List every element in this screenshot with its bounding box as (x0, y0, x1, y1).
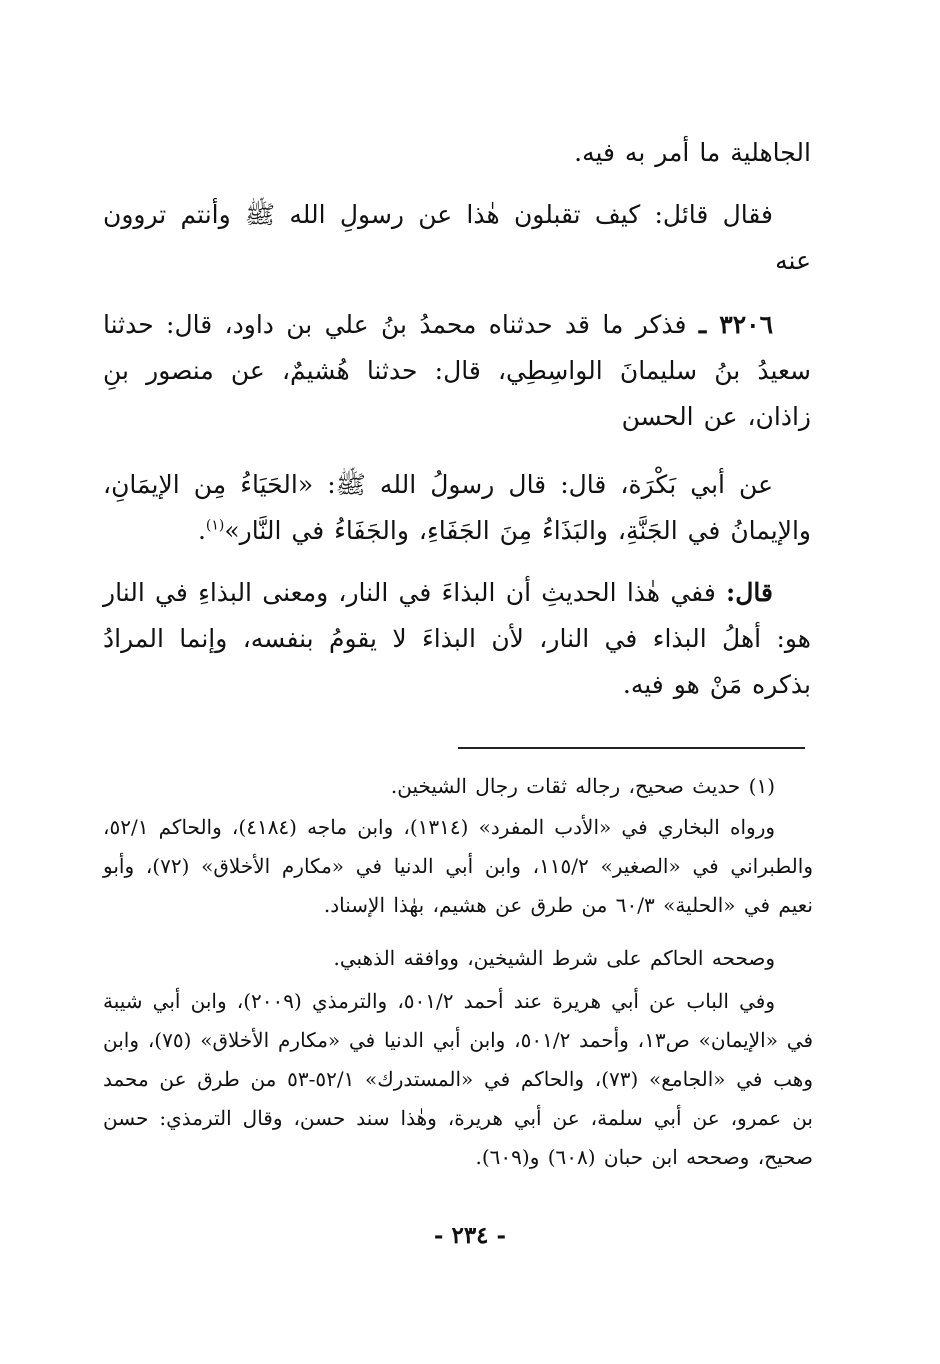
footnote-3-text: وصححه الحاكم على شرط الشيخين، ووافقه الذهبي. (333, 946, 775, 970)
footnote-4-text: وفي الباب عن أبي هريرة عند أحمد ٥٠١/٢، والترمذي (٢٠٠٩)، وابن أبي شيبة في «الإيمان» ص١٣، وأحمد ٥٠١/٢، وابن أبي الدنيا في «مكارم الأخلاق» (٧٥)، وابن وهب في «الجامع» (٧٣)، والحاكم في «المستدرك» ٥٢/١-٥٣ من طرق عن محمد بن عمرو، عن أبي سلمة، عن أبي هريرة، وهٰذا سند حسن، وقال الترمذي: حسن صحيح، وصححه ابن حبان (٦٠٨) و(٦٠٩). (103, 989, 813, 1169)
footnote-2-text: ورواه البخاري في «الأدب المفرد» (١٣١٤)، وابن ماجه (٤١٨٤)، والحاكم ٥٢/١، والطبراني في «الصغير» ١١٥/٢، وابن أبي الدنيا في «مكارم الأخلاق» (٧٢)، وأبو نعيم في «الحلية» ٦٠/٣ من طرق عن هشيم، بهٰذا الإسناد. (103, 815, 813, 917)
main-paragraph-5-text: ففي هٰذا الحديثِ أن البذاءَ في النار، ومعنى البذاءِ في النار هو: أهلُ البذاء في النار، لأن البذاءَ لا يقومُ بنفسه، وإنما المرادُ بذكره مَنْ هو فيه. (103, 578, 811, 699)
main-paragraph-2 (103, 192, 811, 284)
main-paragraph-3 (103, 302, 811, 440)
page-number: - ٢٣٤ - (433, 1222, 507, 1249)
hadith-number: ٣٢٠٦ ـ (698, 310, 773, 339)
main-paragraph-4-text: عن أبي بَكْرَة، قال: قال رسولُ الله ﷺ: «الحَيَاءُ مِن الإيمَانِ، والإيمانُ في الجَنَّةِ، والبَذَاءُ مِنَ الجَفَاءِ، والجَفَاءُ في النَّار» (103, 470, 811, 545)
main-paragraph-4-end: . (197, 516, 206, 545)
main-paragraph-5 (103, 570, 811, 708)
main-paragraph-4 (103, 462, 811, 554)
main-line-1-text: الجاهلية ما أمر به فيه. (574, 138, 811, 167)
footnote-3 (103, 939, 813, 978)
footnote-4 (103, 982, 813, 1177)
main-paragraph-3-text: فذكر ما قد حدثناه محمدُ بنُ علي بن داود، قال: حدثنا سعيدُ بنُ سليمانَ الواسِطِي، قال: حدثنا هُشيمٌ، عن منصور بنِ زاذان، عن الحسن (103, 310, 811, 431)
main-paragraph-2-text: فقال قائل: كيف تقبلون هٰذا عن رسولِ الله ﷺ وأنتم تروون عنه (103, 200, 811, 275)
main-line-1 (103, 130, 811, 176)
footnote-1-text: (١) حديث صحيح، رجاله ثقات رجال الشيخين. (390, 774, 775, 798)
footnote-2 (103, 808, 813, 925)
qala-label: قال: (726, 578, 773, 607)
footnote-reference: (١) (205, 517, 225, 534)
footnote-1 (103, 767, 813, 806)
footnote-separator (458, 747, 805, 749)
